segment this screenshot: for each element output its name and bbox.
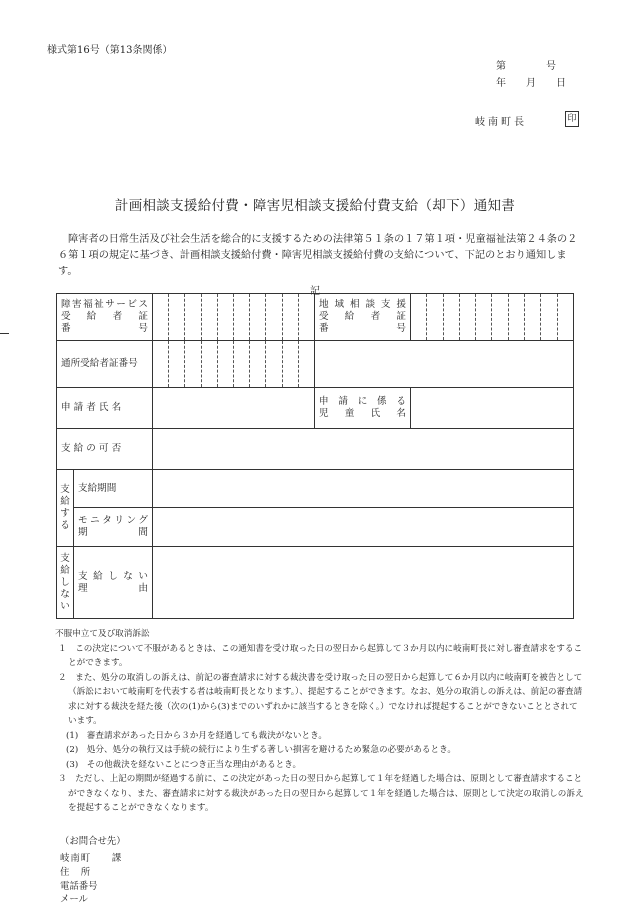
official-seal: 印 [565,111,579,127]
region-cert-label: 地域相談支援 受 給 者 証 番 号 [315,294,411,341]
ki-marker: 記 [310,286,320,297]
issue-date: 年 月 日 [496,78,566,89]
cert-number-label: 障害福祉サービス 受 給 者 証 番 号 [57,294,153,341]
appeal-notes [55,627,586,816]
intro-paragraph: 障害者の日常生活及び社会生活を総合的に支援するための法律第５１条の１７第１項・児童福祉法第２４条の２６第１項の規定に基づき、計画相談支援給付費・障害児相談支援給付費の支給について、下記のとおり通知します。 [58,234,578,277]
contact-email: メール [60,894,88,905]
contact-dept: 岐南町 課 [60,853,123,864]
form-number: 様式第16号（第13条関係） [47,45,173,56]
document-number: 第 号 [496,61,556,72]
margin-tick [0,333,9,334]
appeal-item-3: ３ ただし、上記の期間が経過する前に、この決定があった日の翌日から起算して１年を経過した場合は、原則として審査請求することができなくなり、また、審査請求に対する裁決があった日の翌日から起算して１年を経過した場合は、原則として決定の取消しの訴えを提起することができなくなります。 [58,774,584,813]
region-cert-grid[interactable] [411,294,574,341]
child-name-label: 申 請 に 係 る 児 童 氏 名 [315,388,411,429]
deny-reason-field[interactable] [153,547,574,619]
deny-reason-label: 支 給 し な い 理 由 [74,547,153,619]
issuer-name: 岐南町長 [475,117,527,128]
appeal-sub-3: (3) その他裁決を経ないことにつき正当な理由があるとき。 [66,759,302,770]
contact-address: 住 所 [60,867,92,878]
appeal-heading: 不服申立て及び取消訴訟 [55,629,150,639]
child-name-field[interactable] [411,388,574,429]
applicant-name-label: 申 請 者 氏 名 [57,388,153,429]
approval-label: 支 給 の 可 否 [57,429,153,470]
grant-group-label: 支給する [57,470,74,547]
appeal-sub-2: (2) 処分、処分の執行又は手続の続行により生ずる著しい損害を避けるため緊急の必要があるとき。 [66,745,456,755]
applicant-name-field[interactable] [153,388,315,429]
contact-phone: 電話番号 [60,881,98,892]
document-title: 計画相談支援給付費・障害児相談支援給付費支給（却下）通知書 [114,198,516,214]
day-service-blank [315,341,574,388]
monitoring-field[interactable] [153,508,574,547]
details-table [56,293,574,619]
monitoring-label: モニタリング 期 間 [74,508,153,547]
deny-group-label: 支給しない [57,547,74,619]
day-service-grid[interactable] [153,341,315,388]
appeal-item-2: ２ また、処分の取消しの訴えは、前記の審査請求に対する裁決書を受け取った日の翌日から起算して６か月以内に岐南町を被告として（訴訟において岐南町を代表する者は岐南町長となります。）、提起することができます。なお、処分の取消しの訴えは、前記の審査請求に対する裁決を経た後（次の(1)から(3)までのいずれかに該当するときを除く。）でなければ提起することができないこととされています。 [58,672,583,726]
appeal-item-1: １ この決定について不服があるときは、この通知書を受け取った日の翌日から起算して３か月以内に岐南町長に対し審査請求をすることができます。 [58,643,583,668]
day-service-label: 通所受給者証番号 [57,341,153,388]
grant-period-field[interactable] [153,470,574,508]
cert-number-grid[interactable] [153,294,315,341]
contact-heading: （お問合せ先） [60,836,126,847]
approval-field[interactable] [153,429,574,470]
grant-period-label: 支給期間 [74,470,153,508]
appeal-sub-1: (1) 審査請求があった日から３か月を経過しても裁決がないとき。 [66,730,327,741]
